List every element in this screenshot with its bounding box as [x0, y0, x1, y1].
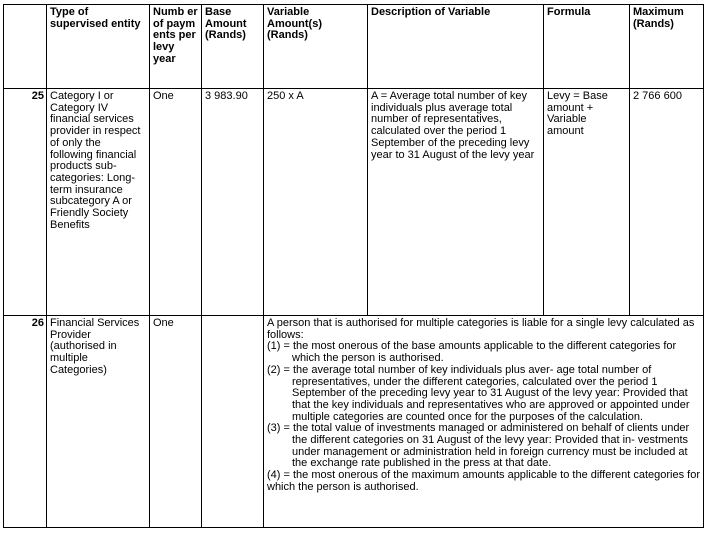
entity-cell: Financial Services Provider (authorised in multiple Categories) [47, 316, 150, 528]
base-amount-cell [202, 316, 264, 528]
header-description: Description of Variable [368, 5, 544, 89]
description-item-3: (3) = the total value of investments managed or administered on behalf of clients under the different categories on 31 August of the levy year: Provided that in- vestments under management or administration held in foreign currency must be included at the exchange rate published in the press at that date. [267, 422, 690, 470]
description-item-2: (2) = the average total number of key individuals plus aver- age total number of representatives, under the different categories, calculated over the period 1 September of the preceding levy year to 31 August of the levy year: Provided that that the key individuals and representatives who are approved or appointed under multiple categories are counted once for the purposes of the calculation. [267, 363, 690, 423]
levy-table [3, 4, 704, 528]
header-row [4, 5, 704, 89]
header-formula: Formula [544, 5, 630, 89]
description-cell: A = Average total number of key individuals plus average total number of representatives, calculated over the period 1 September of the preceding levy year to 31 August of the levy year [368, 89, 544, 316]
table-row [4, 316, 704, 528]
maximum-cell: 2 766 600 [630, 89, 704, 316]
entity-cell: Category I or Category IV financial services provider in respect of only the following financial products sub-categories: Long-term insurance subcategory A or Friendly Society Benefits [47, 89, 150, 316]
base-amount-cell: 3 983.90 [202, 89, 264, 316]
header-entity: Type of supervised entity [47, 5, 150, 89]
header-base-amount: Base Amount (Rands) [202, 5, 264, 89]
formula-cell: Levy = Base amount + Variable amount [544, 89, 630, 316]
description-intro: A person that is authorised for multiple categories is liable for a single levy calculated as follows: [267, 317, 695, 341]
description-item-4: (4) = the most onerous of the maximum amounts applicable to the different categories for which the person is authorised. [267, 469, 700, 493]
multi-category-description [264, 316, 704, 528]
table-row [4, 89, 704, 316]
header-payments: Numb er of paym ents per levy year [150, 5, 202, 89]
payments-cell: One [150, 89, 202, 316]
header-number [4, 5, 47, 89]
description-item-1: (1) = the most onerous of the base amounts applicable to the different categories for which the person is authorised. [267, 340, 677, 365]
header-maximum: Maximum (Rands) [630, 5, 704, 89]
variable-amount-cell: 250 x A [264, 89, 368, 316]
header-variable-amount: Variable Amount(s) (Rands) [264, 5, 368, 89]
row-number: 26 [4, 316, 47, 528]
payments-cell: One [150, 316, 202, 528]
row-number: 25 [4, 89, 47, 316]
